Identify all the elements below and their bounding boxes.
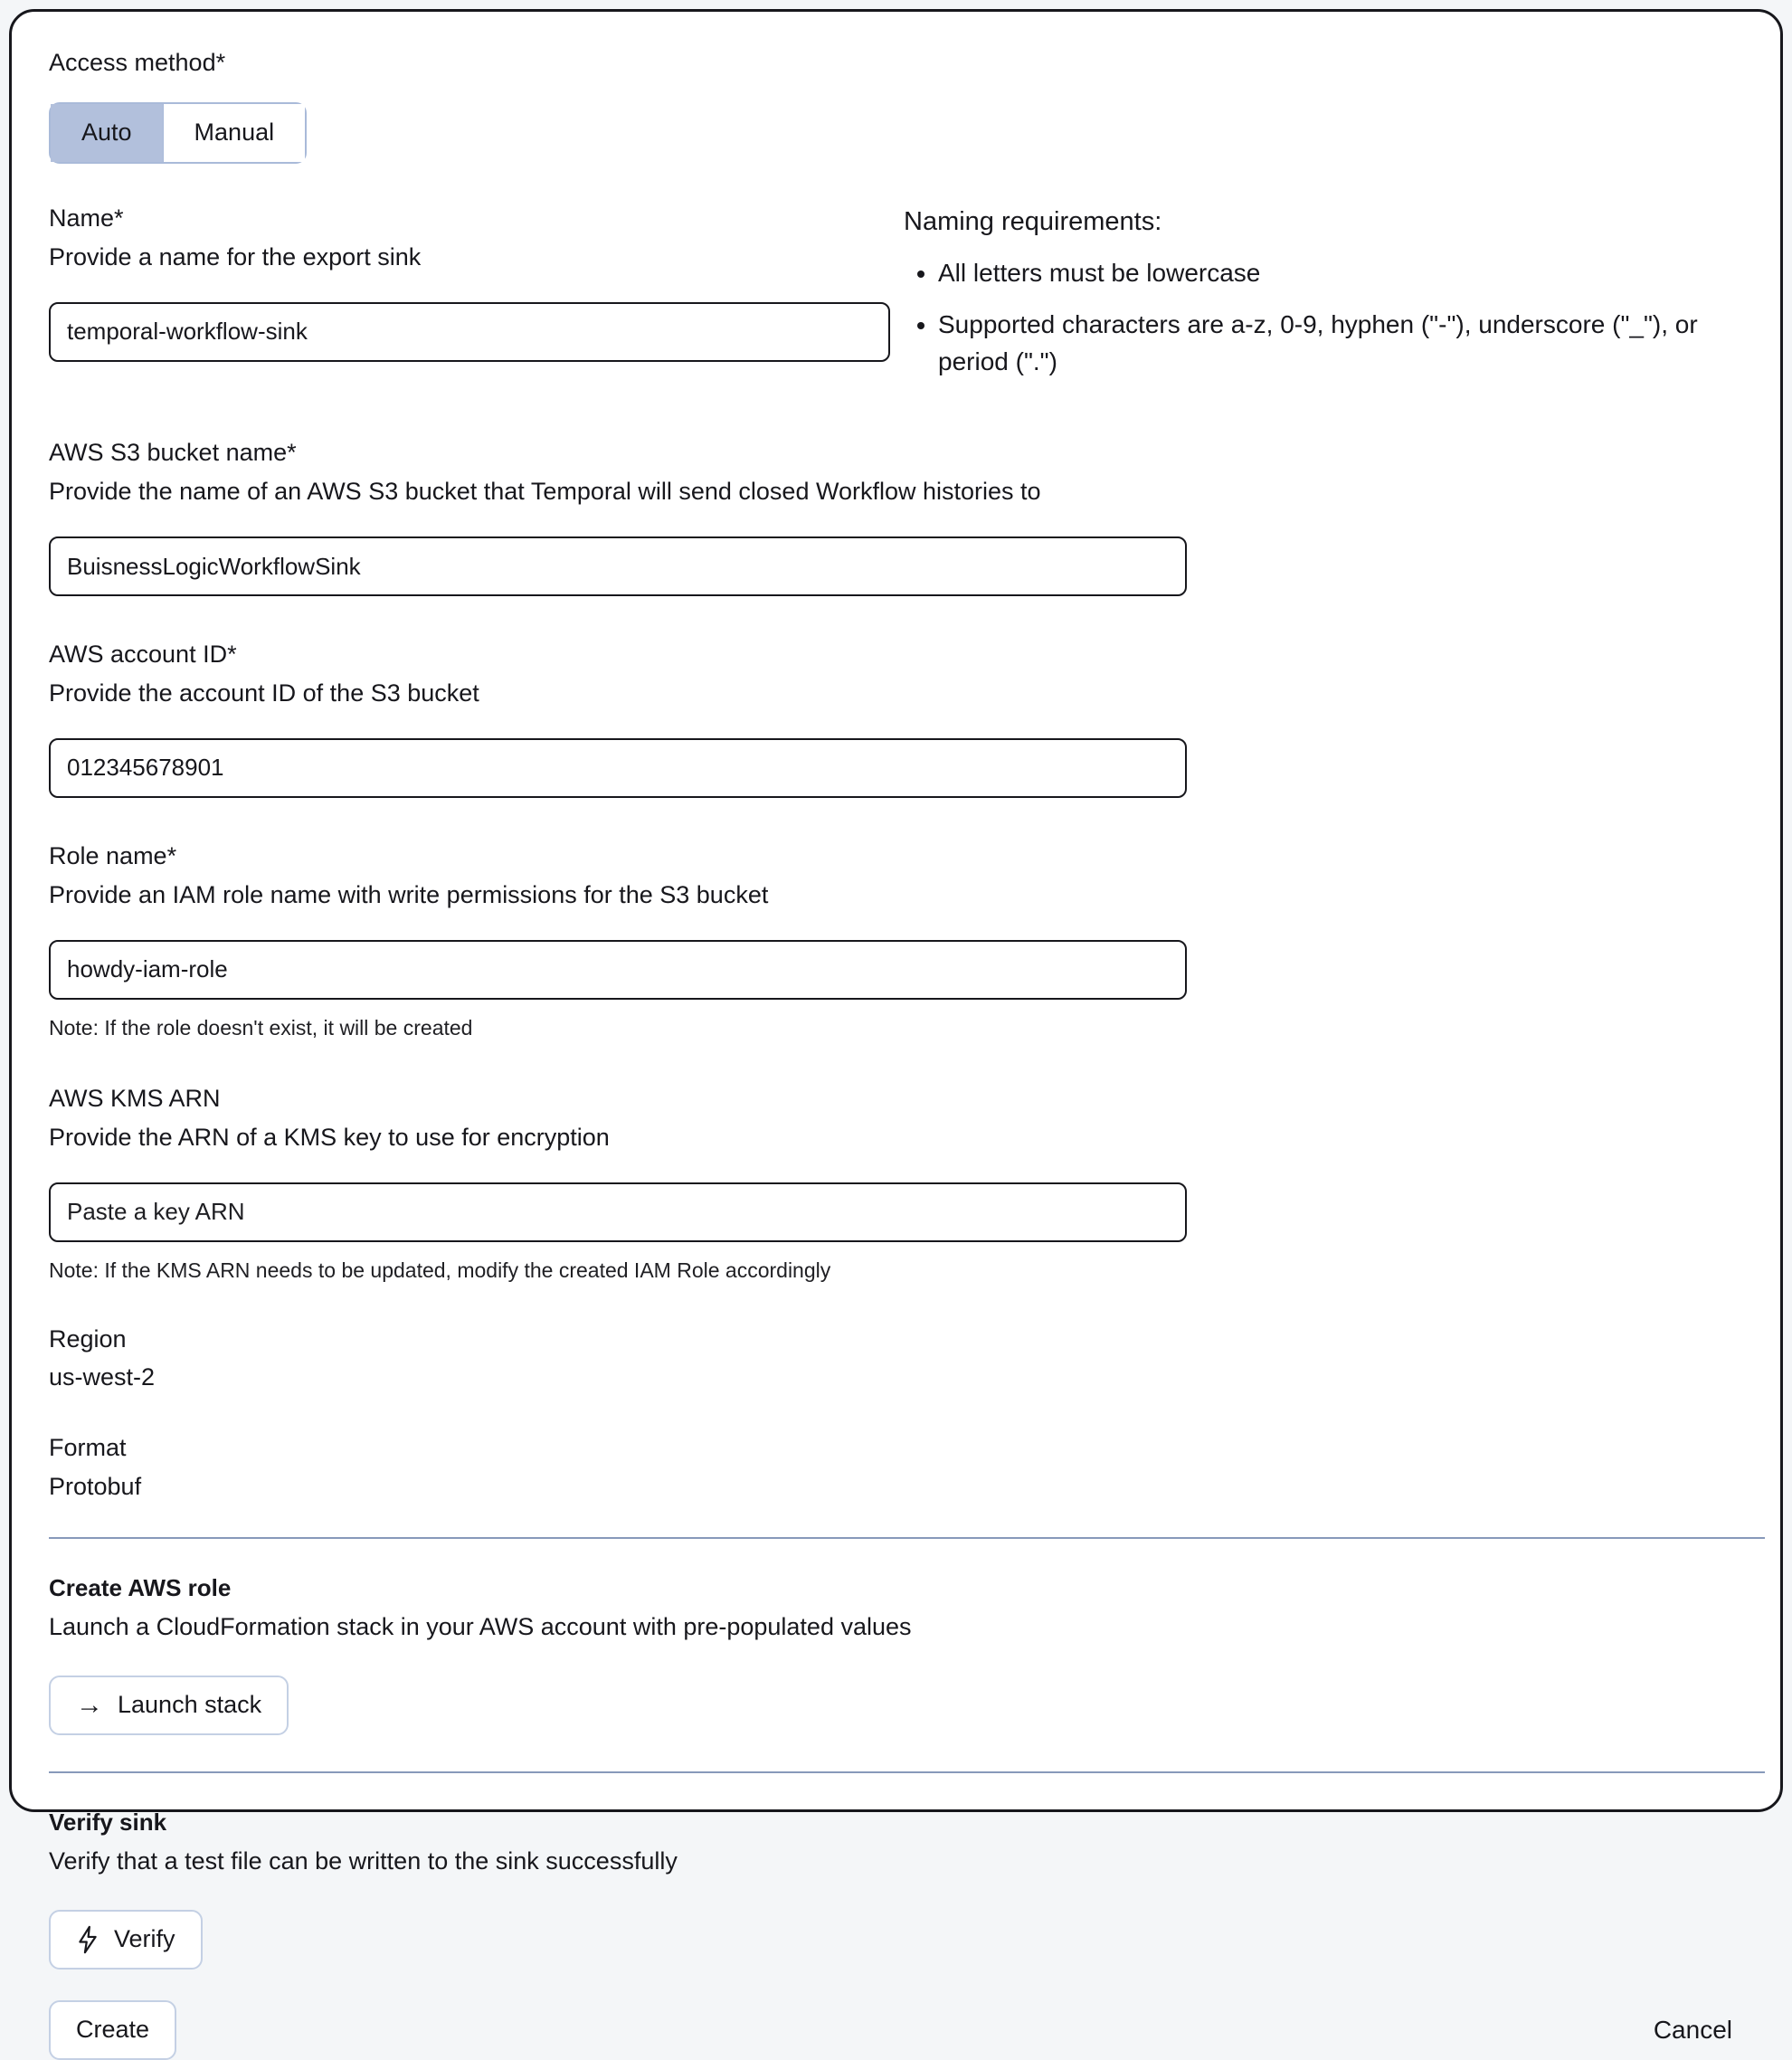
- arrow-right-icon: →: [76, 1689, 103, 1720]
- create-button-label: Create: [76, 2016, 150, 2044]
- kms-arn-description: Provide the ARN of a KMS key to use for encryption: [49, 1123, 610, 1151]
- access-method-toggle: [49, 102, 307, 164]
- verify-sink-description: Verify that a test file can be written to the sink successfully: [49, 1846, 678, 1875]
- naming-requirements-title: Naming requirements:: [904, 206, 1162, 236]
- access-method-field: [49, 48, 1744, 164]
- section-divider: [49, 1771, 1765, 1773]
- name-description: Provide a name for the export sink: [49, 242, 422, 271]
- name-row: [49, 204, 1744, 394]
- section-divider: [49, 1537, 1765, 1539]
- access-method-auto-button[interactable]: Auto: [51, 104, 163, 162]
- region-field: [49, 1324, 1744, 1392]
- lightning-icon: [76, 1925, 100, 1954]
- account-id-input[interactable]: [49, 738, 1187, 798]
- create-button[interactable]: [49, 2000, 176, 2060]
- kms-arn-note: Note: If the KMS ARN needs to be updated, modify the created IAM Role accordingly: [49, 1258, 831, 1282]
- verify-button[interactable]: [49, 1910, 203, 1970]
- s3-bucket-description: Provide the name of an AWS S3 bucket that Temporal will send closed Workflow histories to: [49, 477, 1041, 505]
- region-value: us-west-2: [49, 1363, 156, 1391]
- naming-requirements: [904, 204, 1722, 394]
- role-name-input[interactable]: [49, 940, 1187, 1000]
- verify-sink-section: [49, 1808, 1744, 1970]
- create-aws-role-description: Launch a CloudFormation stack in your AWS account with pre-populated values: [49, 1612, 912, 1640]
- create-aws-role-section: [49, 1573, 1744, 1735]
- create-aws-role-title: Create AWS role: [49, 1574, 232, 1602]
- role-name-field: [49, 841, 1744, 1040]
- name-input[interactable]: [49, 302, 890, 362]
- verify-button-label: Verify: [114, 1925, 175, 1953]
- name-field: [49, 204, 904, 394]
- s3-bucket-input[interactable]: [49, 536, 1187, 596]
- region-label: Region: [49, 1324, 127, 1353]
- account-id-label: AWS account ID*: [49, 641, 237, 669]
- account-id-field: [49, 640, 1744, 798]
- role-name-label: Role name*: [49, 841, 177, 869]
- format-label: Format: [49, 1434, 127, 1462]
- s3-bucket-field: [49, 438, 1744, 596]
- s3-bucket-label: AWS S3 bucket name*: [49, 439, 297, 467]
- form-actions: [49, 2000, 1765, 2060]
- format-value: Protobuf: [49, 1473, 142, 1501]
- kms-arn-input[interactable]: [49, 1182, 1187, 1242]
- export-sink-form-card: [9, 9, 1783, 2044]
- cancel-button[interactable]: Cancel: [1654, 2016, 1765, 2045]
- naming-requirement-item: • All letters must be lowercase: [938, 255, 1722, 292]
- kms-arn-label: AWS KMS ARN: [49, 1084, 221, 1112]
- role-name-note: Note: If the role doesn't exist, it will be created: [49, 1015, 473, 1039]
- access-method-label: Access method*: [49, 49, 226, 76]
- kms-arn-field: [49, 1084, 1744, 1283]
- format-field: [49, 1433, 1744, 1501]
- launch-stack-button-label: Launch stack: [118, 1691, 262, 1719]
- role-name-description: Provide an IAM role name with write permissions for the S3 bucket: [49, 880, 769, 908]
- launch-stack-button[interactable]: [49, 1676, 289, 1735]
- account-id-description: Provide the account ID of the S3 bucket: [49, 679, 479, 707]
- name-label: Name*: [49, 204, 124, 232]
- verify-sink-title: Verify sink: [49, 1808, 167, 1836]
- naming-requirement-item: • Supported characters are a-z, 0-9, hyphen ("-"), underscore ("_"), or period ("."): [938, 307, 1722, 380]
- access-method-manual-button[interactable]: Manual: [163, 104, 306, 162]
- naming-requirements-list: [904, 255, 1722, 380]
